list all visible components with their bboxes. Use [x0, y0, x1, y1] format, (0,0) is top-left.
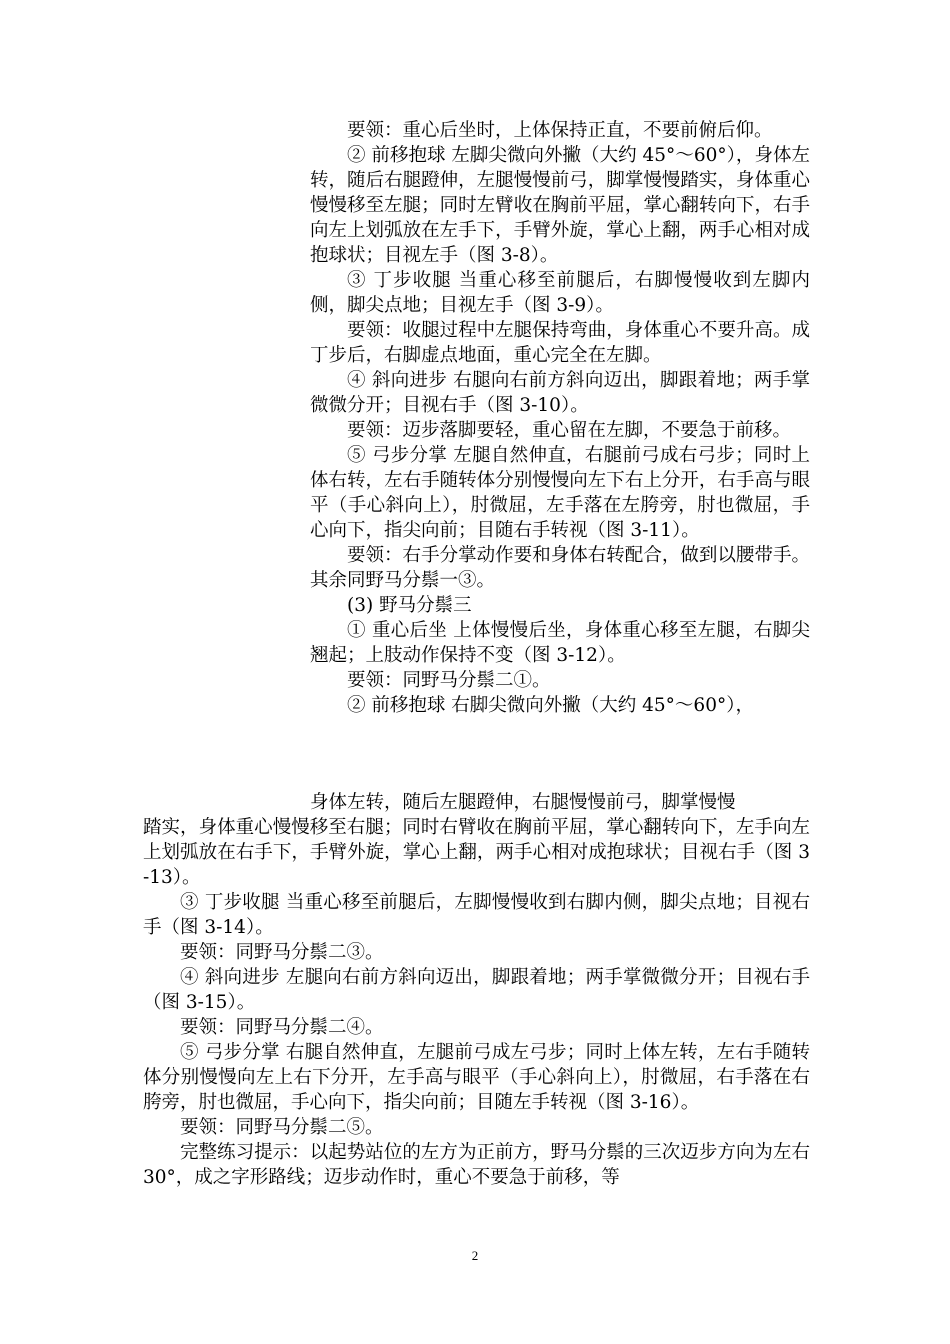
paragraph-step-3-t-step: ③ 丁步收腿 当重心移至前腿后，右脚慢慢收到左脚内侧，脚尖点地；目视左手（图 3-9）。	[310, 270, 810, 316]
lower-text-column	[143, 815, 810, 1190]
paragraph-essentials-t-step: 要领：收腿过程中左腿保持弯曲，身体重心不要升高。成丁步后，右脚虚点地面，重心完全在左脚。	[310, 320, 810, 366]
paragraph-step-5-bow-stance-left: ⑤ 弓步分掌 右腿自然伸直，左腿前弓成左弓步；同时上体左转，左右手随转体分别慢慢向左上右下分开，左手高与眼平（手心斜向上），肘微屈，右手落在右胯旁，肘也微屈，手心向下，指尖向前；目随左手转视（图 3-16）。	[143, 1042, 810, 1113]
paragraph-step-3-t-step-right: ③ 丁步收腿 当重心移至前腿后，左脚慢慢收到右脚内侧，脚尖点地；目视右手（图 3-14）。	[143, 892, 810, 938]
paragraph-step-2-hanging-line: 身体左转，随后左腿蹬伸，右腿慢慢前弓，脚掌慢慢	[310, 792, 736, 813]
paragraph-essentials-diagonal-step: 要领：迈步落脚要轻，重心留在左脚，不要急于前移。	[347, 420, 792, 441]
paragraph-practice-tips: 完整练习提示：以起势站位的左方为正前方，野马分鬃的三次迈步方向为左右 30°，成之字形路线；迈步动作时，重心不要急于前移，等	[143, 1142, 810, 1188]
paragraph-step-2-continuation: 踏实，身体重心慢慢移至右腿；同时右臂收在胸前平屈，掌心翻转向下，左手向左上划弧放在右手下，手臂外旋，掌心上翻，两手心相对成抱球状；目视右手（图 3-13）。	[143, 817, 810, 888]
upper-text-column	[310, 118, 810, 718]
section-heading-wild-horse-3: (3) 野马分鬃三	[347, 595, 472, 616]
page-number: 2	[471, 1248, 479, 1263]
paragraph-essentials-same-as-2-5: 要领：同野马分鬃二⑤。	[180, 1117, 384, 1138]
paragraph-step-1-sit-back: ① 重心后坐 上体慢慢后坐，身体重心移至左腿，右脚尖翘起；上肢动作保持不变（图 3-12）。	[310, 620, 810, 666]
hanging-line-block	[310, 790, 810, 815]
paragraph-step-5-bow-stance: ⑤ 弓步分掌 左腿自然伸直，右腿前弓成右弓步；同时上体右转，左右手随转体分别慢慢向左下右上分开，右手高与眼平（手心斜向上），肘微屈，左手落在左胯旁，肘也微屈，手心向下，指尖向前；目随右手转视（图 3-11）。	[310, 445, 810, 541]
paragraph-step-4-diagonal-step-left: ④ 斜向进步 左腿向右前方斜向迈出，脚跟着地；两手掌微微分开；目视右手（图 3-15）。	[143, 967, 810, 1013]
paragraph-essentials-bow-stance: 要领：右手分掌动作要和身体右转配合，做到以腰带手。其余同野马分鬃一③。	[310, 545, 810, 591]
paragraph-step-2-hold-ball-start: ② 前移抱球 右脚尖微向外撇（大约 45°～60°），	[347, 695, 754, 716]
paragraph-essentials-same-as-2-4: 要领：同野马分鬃二④。	[180, 1017, 384, 1038]
paragraph-step-2-hold-ball: ② 前移抱球 左脚尖微向外撇（大约 45°～60°），身体左转，随后右腿蹬伸，左腿慢慢前弓，脚掌慢慢踏实，身体重心慢慢移至左腿；同时左臂收在胸前平屈，掌心翻转向下，右手向左上划弧放在左手下，手臂外旋，掌心上翻，两手心相对成抱球状；目视左手（图 3-8）。	[310, 145, 810, 266]
paragraph-essentials-sit-back: 要领：重心后坐时，上体保持正直，不要前俯后仰。	[347, 120, 773, 141]
paragraph-essentials-same-as-2-3: 要领：同野马分鬃二③。	[180, 942, 384, 963]
paragraph-step-4-diagonal-step: ④ 斜向进步 右腿向右前方斜向迈出，脚跟着地；两手掌微微分开；目视右手（图 3-10）。	[310, 370, 810, 416]
paragraph-essentials-same-as-2-1: 要领：同野马分鬃二①。	[347, 670, 551, 691]
